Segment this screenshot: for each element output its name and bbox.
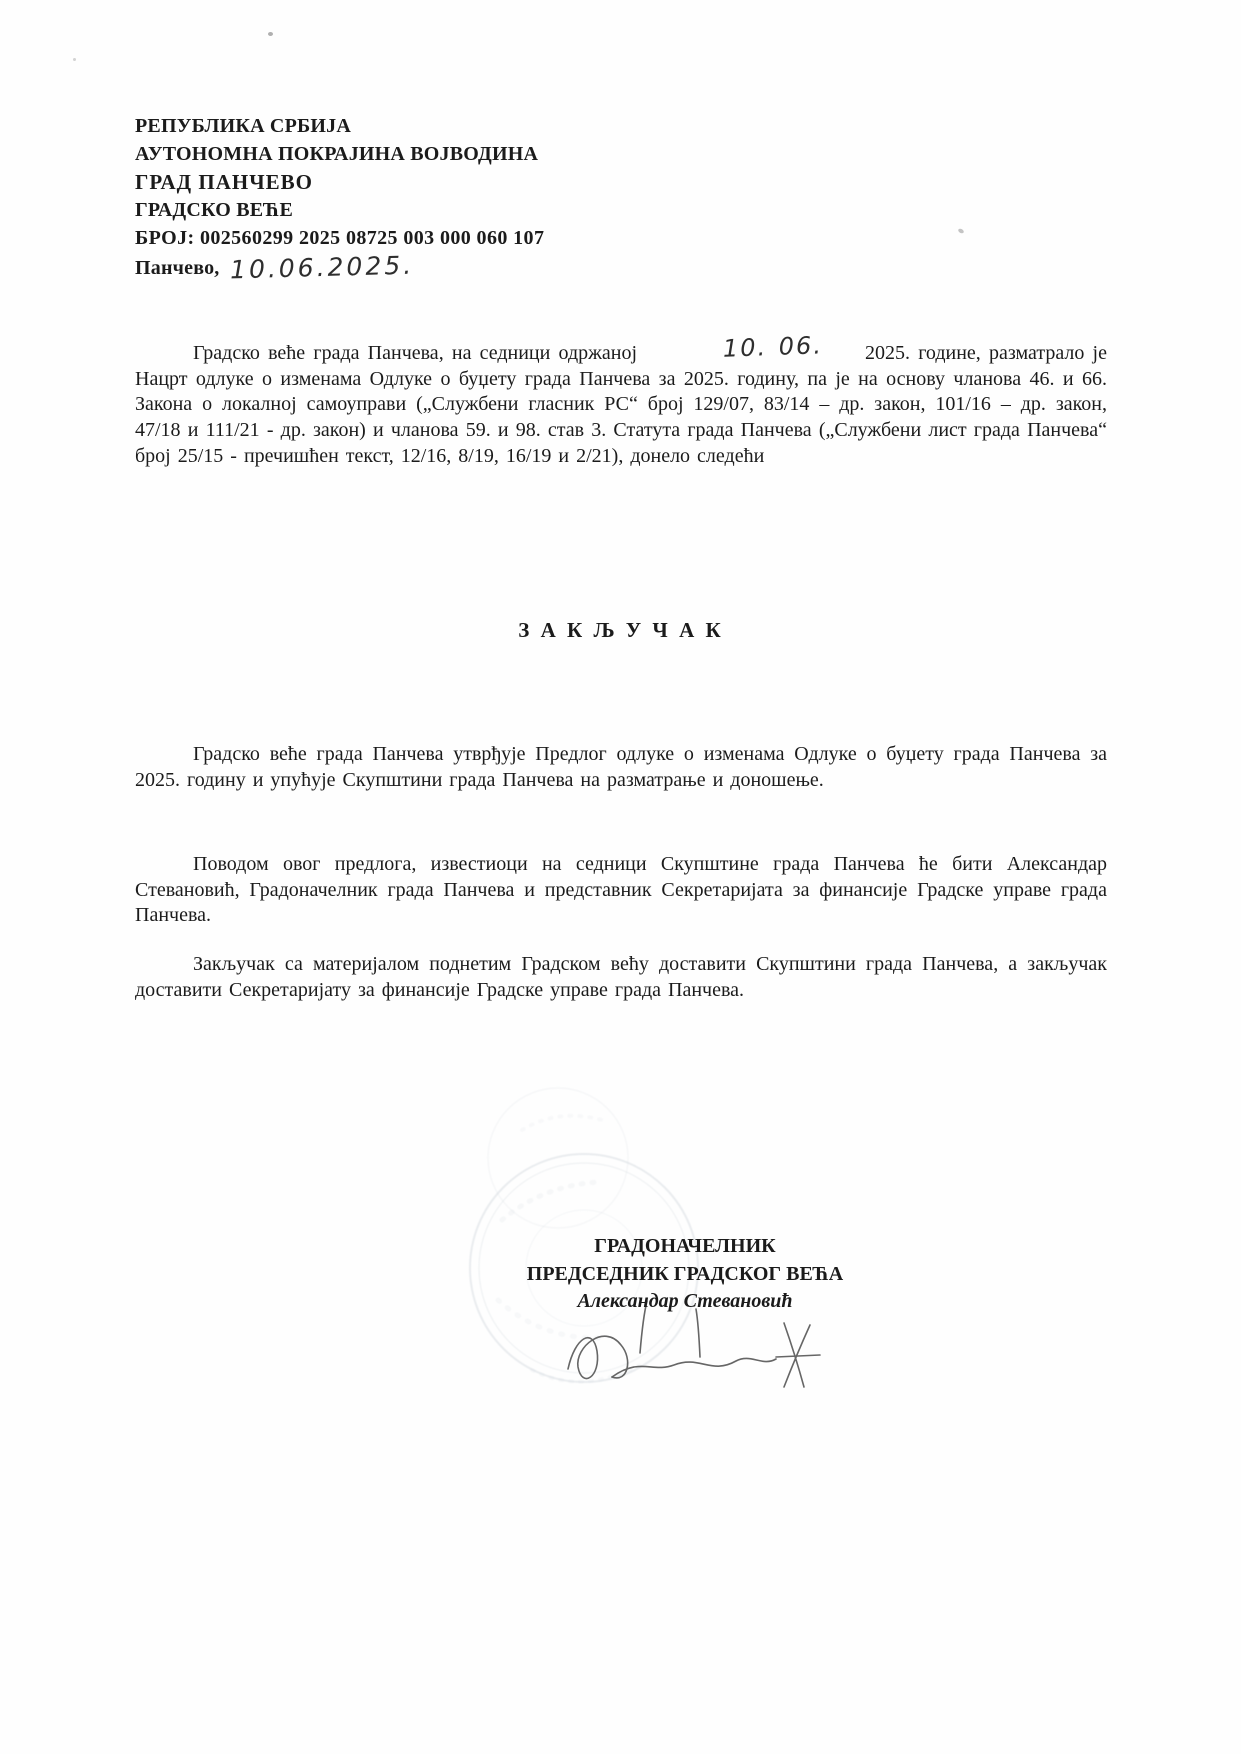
letterhead-case-number: БРОЈ: 002560299 2025 08725 003 000 060 107 [135,227,545,249]
scan-speck [957,228,964,234]
paragraph-preamble [135,331,1107,470]
letterhead-province: АУТОНОМНА ПОКРАЈИНА ВОЈВОДИНА [135,143,539,165]
signatory-name: Александар Стевановић [577,1290,793,1312]
letterhead-place-date [135,250,544,285]
handwritten-date: 10.06.2025. [229,250,414,285]
handwritten-session-date: 10. 06. [722,331,824,363]
scan-speck [268,32,273,36]
signature-block [495,1233,875,1316]
place-label: Панчево, [135,257,220,279]
preamble-after-date: 2025. године, разматрало је Нацрт одлуке о изменама Одлуке о буџету града Панчева за 2025. годину, па је на основу чланова 46. и 66. Закона о локалној самоуправи („Службени гласник РС“ број 129/07, 83/14 – др. закон, 101/16 – др. закон, 47/18 и 111/21 - др. закон) и чланова 59. и 98. став 3. Статута града Панчева („Службени лист града Панчева“ број 25/15 - пречишћен текст, 12/16, 8/19, 16/19 и 2/21), донело следећи [135,342,1107,467]
document-title: З А К Љ У Ч А К [518,618,724,642]
paragraph-rapporteurs: Поводом овог предлога, известиоци на седници Скупштине града Панчева ће бити Александар Стевановић, Градоначелник града Панчева и представник Секретаријата за финансије Градске управе града Панчева. [135,853,1107,927]
letterhead-republic: РЕПУБЛИКА СРБИЈА [135,115,352,137]
letterhead [135,112,545,285]
scan-speck [73,58,76,61]
paragraph-decision: Градско веће града Панчева утврђује Предлог одлуке о изменама Одлуке о буџету града Панчева за 2025. годину и упућује Скупштини града Панчева на разматрање и доношење. [135,743,1107,791]
letterhead-city: ГРАД ПАНЧЕВО [135,170,313,194]
signature-title-mayor: ГРАДОНАЧЕЛНИК [594,1235,776,1257]
signature-title-president: ПРЕДСЕДНИК ГРАДСКОГ ВЕЋА [526,1262,844,1285]
paragraph-delivery: Закључак са материјалом поднетим Градском већу доставити Скупштини града Панчева, а закључак доставити Секретаријату за финансије Градске управе града Панчева. [135,953,1107,1001]
letterhead-council: ГРАДСКО ВЕЋЕ [135,199,294,221]
preamble-before-date: Градско веће града Панчева, на седници одржаној [193,342,638,364]
